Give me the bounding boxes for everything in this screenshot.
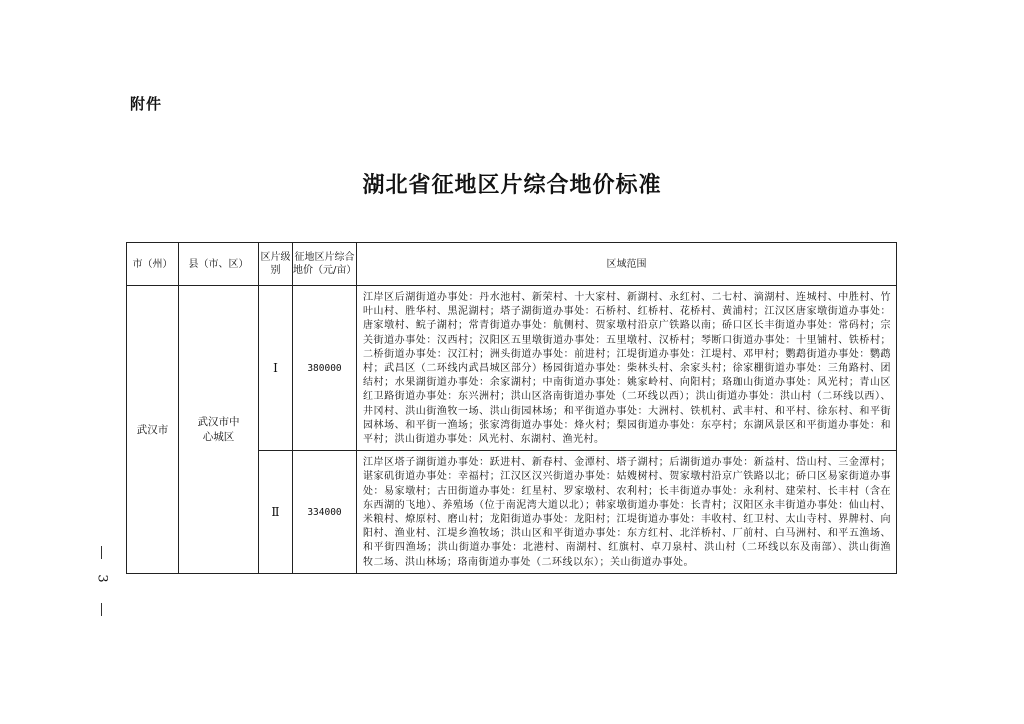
header-county: 县（市、区） — [179, 243, 259, 286]
land-price-table — [126, 242, 897, 574]
page-number-dash-top — [101, 546, 102, 559]
area-cell: 江岸区后湖街道办事处：丹水池村、新荣村、十大家村、新湖村、永红村、二七村、滴湖村、连城村、中胜村、竹叶山村、胜华村、黑泥湖村；塔子湖街道办事处：石桥村、红桥村、花桥村、黄浦村；江汉区唐家墩街道办事处：唐家墩村、鲩子湖村；常青街道办事处：航侧村、贺家墩村沿京广铁路以南；硚口区长丰街道办事处：常码村；宗关街道办事处：汉西村；汉阳区五里墩街道办事处：五里墩村、汉桥村；琴断口街道办事处：十里铺村、铁桥村；二桥街道办事处：汉江村；洲头街道办事处：前进村；江堤街道办事处：江堤村、邓甲村；鹦鹉街道办事处：鹦鹉村；武昌区（二环线内武昌城区部分）杨园街道办事处：柴林头村、余家头村；徐家棚街道办事处：三角路村、团结村；水果湖街道办事处：余家湖村；中南街道办事处：姚家岭村、向阳村；珞珈山街道办事处：风光村；青山区红卫路街道办事处：东兴洲村；洪山区洛南街道办事处（二环线以西）；洪山街道办事处：洪山村（二环线以西）、井冈村、洪山街渔牧一场、洪山街园林场；和平街道办事处：大洲村、铁机村、武丰村、和平村、徐东村、和平街园林场、和平街一渔场；张家湾街道办事处：烽火村；梨园街道办事处：东亭村；东湖风景区和平街道办事处：和平村；洪山街道办事处：风光村、东湖村、渔光村。 — [357, 286, 897, 451]
county-cell: 武汉市中心城区 — [179, 286, 259, 574]
city-cell: 武汉市 — [127, 286, 179, 574]
header-city: 市（州） — [127, 243, 179, 286]
price-cell: 334000 — [293, 451, 357, 574]
area-cell: 江岸区塔子湖街道办事处：跃进村、新春村、金潭村、塔子湖村；后湖街道办事处：新益村、岱山村、三金潭村；谌家矶街道办事处：幸福村；江汉区汉兴街道办事处：姑嫂树村、贺家墩村沿京广铁路以北；硚口区易家街道办事处：易家墩村；古田街道办事处：红星村、罗家墩村、农利村；长丰街道办事处：永利村、建荣村、长丰村（含在东西湖的飞地）、养殖场（位于南泥湾大道以北）；韩家墩街道办事处：长青村；汉阳区永丰街道办事处：仙山村、米粮村、燎原村、磨山村；龙阳街道办事处：龙阳村；江堤街道办事处：丰收村、红卫村、太山寺村、界牌村、向阳村、渔业村、江堤乡渔牧场；洪山区和平街道办事处：东方红村、北洋桥村、厂前村、白马洲村、和平五渔场、和平街四渔场；洪山街道办事处：北港村、南湖村、红旗村、卓刀泉村、洪山村（二环线以东及南部）、洪山街渔牧二场、洪山林场；珞南街道办事处（二环线以东）；关山街道办事处。 — [357, 451, 897, 574]
page-number-dash-bottom — [101, 603, 102, 616]
header-price: 征地区片综合地价（元/亩） — [293, 243, 357, 286]
table-header-row — [127, 243, 897, 286]
page-number-value: 3 — [94, 574, 110, 583]
document-title: 湖北省征地区片综合地价标准 — [362, 173, 662, 198]
attachment-label: 附件 — [130, 95, 163, 113]
zone-level-cell: Ⅰ — [259, 286, 293, 451]
header-area: 区域范围 — [357, 243, 897, 286]
price-cell: 380000 — [293, 286, 357, 451]
zone-level-cell: Ⅱ — [259, 451, 293, 574]
table-row — [127, 286, 897, 451]
header-zone-level: 区片级别 — [259, 243, 293, 286]
page-number — [90, 546, 114, 616]
